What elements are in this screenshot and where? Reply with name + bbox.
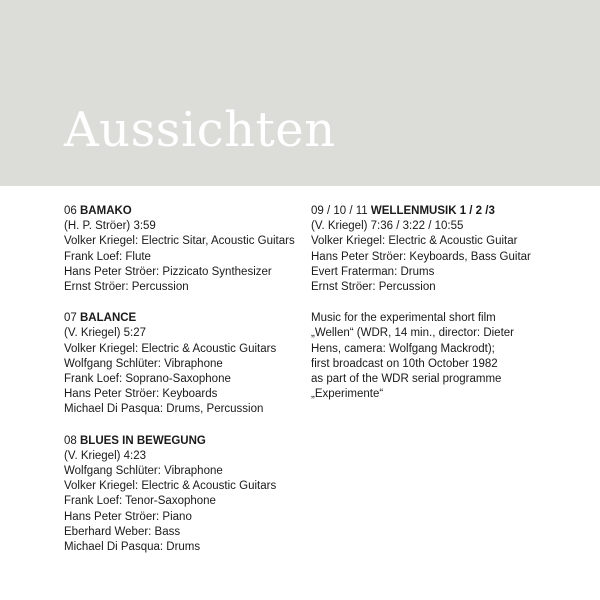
track-heading	[64, 434, 300, 449]
header-band	[0, 0, 600, 186]
personnel-line: Hans Peter Ströer: Piano	[64, 510, 192, 523]
track-06	[64, 204, 300, 295]
personnel-line: Frank Loef: Soprano-Saxophone	[64, 373, 231, 386]
personnel-line: Ernst Ströer: Percussion	[64, 281, 189, 294]
track-08	[64, 434, 300, 556]
track-heading	[64, 311, 300, 326]
track-credit: (H. P. Ströer) 3:59	[64, 220, 156, 233]
personnel-line: Volker Kriegel: Electric & Acoustic Guitar	[311, 235, 518, 248]
personnel-line: Eberhard Weber: Bass	[64, 525, 181, 538]
note-line: Hens, camera: Wolfgang Mackrodt);	[311, 342, 495, 355]
track-credit: (V. Kriegel) 7:36 / 3:22 / 10:55	[311, 220, 464, 233]
track-heading	[64, 204, 300, 219]
track-title: BLUES IN BEWEGUNG	[80, 434, 206, 447]
track-title: BAMAKO	[80, 205, 132, 217]
personnel-line: Frank Loef: Flute	[64, 250, 151, 263]
right-column	[311, 204, 561, 402]
track-number: 08	[64, 434, 77, 447]
track-number: 07	[64, 312, 77, 325]
personnel-line: Frank Loef: Tenor-Saxophone	[64, 495, 216, 508]
track-credit: (V. Kriegel) 4:23	[64, 449, 147, 462]
note-line: as part of the WDR serial programme	[311, 373, 502, 386]
personnel-line: Volker Kriegel: Electric Sitar, Acoustic Guitars	[64, 235, 295, 248]
personnel-line: Volker Kriegel: Electric & Acoustic Guitars	[64, 480, 277, 493]
track-number: 09 / 10 / 11	[311, 205, 368, 217]
personnel-line: Michael Di Pasqua: Drums	[64, 541, 201, 554]
note-line: „Experimente“	[311, 388, 384, 401]
note-line: „Wellen“ (WDR, 14 min., director: Dieter	[311, 327, 514, 340]
track-title: BALANCE	[80, 312, 137, 325]
track-09-10-11	[311, 204, 561, 295]
note-line: first broadcast on 10th October 1982	[311, 357, 498, 370]
left-column	[64, 204, 300, 571]
page-title: Aussichten	[64, 102, 336, 158]
track-07	[64, 311, 300, 417]
personnel-line: Hans Peter Ströer: Pizzicato Synthesizer	[64, 265, 272, 278]
personnel-line: Ernst Ströer: Percussion	[311, 281, 436, 294]
track-credit: (V. Kriegel) 5:27	[64, 327, 147, 340]
film-note	[311, 311, 561, 402]
personnel-line: Michael Di Pasqua: Drums, Percussion	[64, 403, 264, 416]
track-number: 06	[64, 205, 77, 217]
personnel-line: Wolfgang Schlüter: Vibraphone	[64, 357, 223, 370]
personnel-line: Evert Fraterman: Drums	[311, 265, 435, 278]
personnel-line: Volker Kriegel: Electric & Acoustic Guitars	[64, 342, 277, 355]
personnel-line: Hans Peter Ströer: Keyboards, Bass Guitar	[311, 250, 531, 263]
note-line: Music for the experimental short film	[311, 312, 496, 325]
personnel-line: Wolfgang Schlüter: Vibraphone	[64, 465, 223, 478]
personnel-line: Hans Peter Ströer: Keyboards	[64, 388, 218, 401]
track-heading	[311, 204, 561, 219]
track-title: WELLENMUSIK 1 / 2 /3	[370, 205, 495, 217]
